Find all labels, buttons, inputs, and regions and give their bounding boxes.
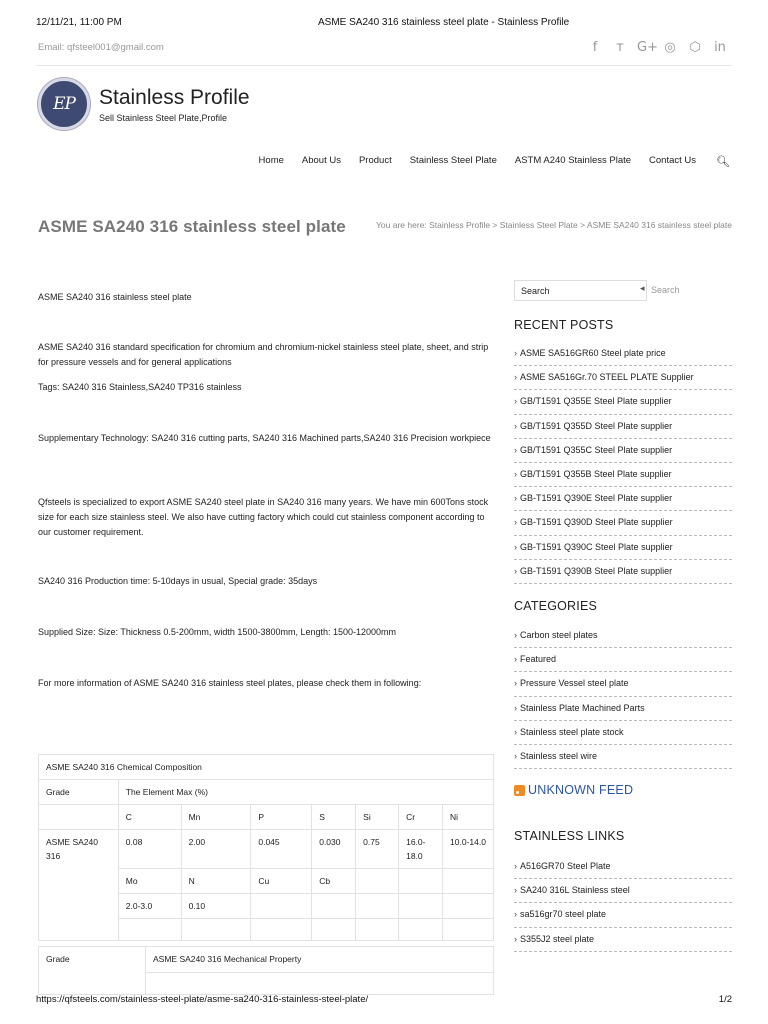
feed-widget-title[interactable]	[514, 783, 633, 797]
chevron-right-icon: ›	[514, 396, 517, 407]
list-item[interactable]	[514, 721, 732, 745]
table-cell: 2.0-3.0	[118, 894, 181, 919]
recent-post-link[interactable]: GB-T1591 Q390B Steel Plate supplier	[520, 565, 673, 576]
instagram-icon[interactable]: ◎	[664, 40, 676, 55]
table-cell: N	[181, 869, 251, 894]
breadcrumb[interactable]: You are here: Stainless Profile > Stainless Steel Plate > ASME SA240 316 stainless steel plate	[376, 220, 732, 230]
chevron-right-icon: ›	[514, 348, 517, 358]
chevron-right-icon: ›	[514, 861, 517, 871]
list-item[interactable]	[514, 648, 732, 672]
table-cell	[146, 973, 494, 995]
chevron-right-icon: ›	[514, 654, 517, 665]
print-footer	[36, 994, 732, 1008]
chevron-right-icon: ›	[514, 933, 517, 944]
categories-list	[514, 624, 732, 769]
table-cell	[356, 919, 399, 941]
list-item[interactable]	[514, 463, 732, 487]
content-paragraph: For more information of ASME SA240 316 stainless steel plates, please check them in following:	[38, 678, 422, 688]
stainless-links-list	[514, 855, 732, 952]
table-cell: 0.08	[118, 830, 181, 869]
list-item[interactable]	[514, 903, 732, 927]
table-cell: ASME SA240 316	[39, 830, 119, 941]
list-item[interactable]	[514, 855, 732, 879]
table-cell: Mo	[118, 869, 181, 894]
google-plus-icon[interactable]: G+	[637, 40, 658, 55]
table-cell: 2.00	[181, 830, 251, 869]
table-cell: 0.10	[181, 894, 251, 919]
list-item[interactable]	[514, 487, 732, 511]
recent-post-link[interactable]: GB/T1591 Q355B Steel Plate supplier	[520, 468, 672, 479]
table-cell	[39, 805, 119, 830]
recent-posts-list	[514, 342, 732, 584]
social-links	[587, 40, 728, 56]
content-paragraph: ASME SA240 316 stainless steel plate	[38, 292, 192, 302]
linkedin-icon[interactable]: in	[714, 40, 726, 55]
stainless-links-title: STAINLESS LINKS	[514, 829, 625, 843]
chevron-right-icon: ›	[514, 702, 517, 713]
chevron-right-icon: ›	[514, 444, 517, 455]
print-page-number: 1/2	[718, 994, 732, 1005]
nav-item-astm-a240[interactable]: ASTM A240 Stainless Plate	[514, 155, 632, 166]
search-button[interactable]: Search	[651, 285, 680, 295]
site-name[interactable]: Stainless Profile	[99, 86, 250, 109]
stainless-link[interactable]: SA240 316L Stainless steel	[520, 885, 630, 896]
table-cell	[118, 919, 181, 941]
chevron-right-icon: ›	[514, 565, 517, 576]
table-cell: Cr	[399, 805, 443, 830]
recent-post-link[interactable]: GB-T1591 Q390E Steel Plate supplier	[520, 493, 673, 504]
table-cell: Mn	[181, 805, 251, 830]
content-paragraph: Qfsteels is specialized to export ASME SA240 steel plate in SA240 316 many years. We have min 600Tons stock size for each size stainless steel. We also have cutting factory which could cut stainless component according to our customer requirement.	[38, 497, 489, 537]
content-paragraph: ASME SA240 316 standard specification for chromium and chromium-nickel stainless steel plate, sheet, and strip for pressure vessels and for general applications	[38, 342, 489, 367]
table-cell: 0.030	[312, 830, 356, 869]
table-header: The Element Max (%)	[118, 780, 493, 805]
table-cell	[251, 919, 312, 941]
logo-text: EP	[53, 94, 75, 114]
content-paragraph: Supplementary Technology: SA240 316 cutting parts, SA240 316 Machined parts,SA240 316 Precision workpiece	[38, 433, 491, 443]
table-cell	[399, 869, 443, 894]
table-cell	[356, 894, 399, 919]
table-cell: 10.0-14.0	[443, 830, 494, 869]
table-cell	[251, 894, 312, 919]
twitter-icon[interactable]: ᴛ	[616, 40, 624, 55]
content-paragraph: SA240 316 Production time: 5-10days in usual, Special grade: 35days	[38, 576, 318, 586]
chevron-right-icon: ›	[514, 517, 517, 528]
nav-item-about-us[interactable]: About Us	[301, 155, 341, 166]
list-item[interactable]	[514, 697, 732, 721]
nav-item-home[interactable]: Home	[258, 155, 284, 166]
list-item[interactable]	[514, 390, 732, 414]
page-title-bar	[36, 214, 732, 240]
recent-posts-title: RECENT POSTS	[514, 318, 614, 332]
chevron-right-icon: ›	[514, 750, 517, 761]
stainless-link[interactable]: A516GR70 Steel Plate	[520, 861, 611, 871]
chevron-right-icon: ›	[514, 541, 517, 552]
table-cell: 0.75	[356, 830, 399, 869]
chevron-right-icon: ›	[514, 493, 517, 504]
list-item[interactable]	[514, 536, 732, 560]
codepen-icon[interactable]: ⬡	[689, 40, 701, 55]
content-tags: Tags: SA240 316 Stainless,SA240 TP316 stainless	[38, 382, 242, 392]
facebook-icon[interactable]: f	[592, 40, 598, 55]
nav-item-stainless-steel-plate[interactable]: Stainless Steel Plate	[409, 155, 497, 166]
list-item[interactable]	[514, 879, 732, 903]
category-link[interactable]: Stainless steel plate stock	[520, 726, 624, 737]
table-cell: P	[251, 805, 312, 830]
list-item[interactable]	[514, 439, 732, 463]
category-link[interactable]: Stainless Plate Machined Parts	[520, 702, 645, 713]
stainless-link[interactable]: S355J2 steel plate	[520, 933, 595, 944]
category-link[interactable]: Pressure Vessel steel plate	[520, 678, 629, 689]
table-cell: Si	[356, 805, 399, 830]
site-logo[interactable]	[38, 78, 90, 130]
table-cell: 16.0-18.0	[399, 830, 443, 869]
chevron-right-icon: ›	[514, 372, 517, 383]
table-header: Grade	[39, 780, 119, 805]
sidebar-search	[514, 280, 732, 302]
site-tagline: Sell Stainless Steel Plate,Profile	[99, 113, 228, 123]
recent-post-link[interactable]: GB/T1591 Q355D Steel Plate supplier	[520, 420, 673, 431]
list-item[interactable]	[514, 745, 732, 769]
caret-left-icon: ◂	[640, 284, 645, 294]
table-cell	[443, 919, 494, 941]
recent-post-link[interactable]: GB-T1591 Q390C Steel Plate supplier	[520, 541, 673, 552]
list-item[interactable]	[514, 511, 732, 535]
print-url: https://qfsteels.com/stainless-steel-plate/asme-sa240-316-stainless-steel-plate/	[36, 994, 369, 1005]
table-cell	[181, 919, 251, 941]
table-cell: Ni	[443, 805, 494, 830]
site-branding[interactable]	[38, 78, 438, 134]
category-link[interactable]: Stainless steel wire	[520, 750, 598, 761]
table-caption: ASME SA240 316 Chemical Composition	[39, 755, 494, 780]
content-paragraph: Supplied Size: Size: Thickness 0.5-200mm, width 1500-3800mm, Length: 1500-12000mm	[38, 627, 397, 637]
table-cell	[312, 919, 356, 941]
list-item[interactable]	[514, 415, 732, 439]
page-title: ASME SA240 316 stainless steel plate	[38, 217, 346, 236]
recent-post-link[interactable]: ASME SA516GR60 Steel plate price	[520, 348, 666, 358]
category-link[interactable]: Carbon steel plates	[520, 630, 598, 640]
table-row	[39, 805, 494, 830]
table-row	[39, 755, 494, 780]
list-item[interactable]	[514, 928, 732, 952]
search-input[interactable]	[514, 280, 647, 301]
table-cell: 0.045	[251, 830, 312, 869]
table-caption: ASME SA240 316 Mechanical Property	[146, 947, 494, 973]
table-cell	[443, 869, 494, 894]
nav-item-product[interactable]: Product	[358, 155, 392, 166]
chevron-right-icon: ›	[514, 885, 517, 896]
table-cell	[399, 894, 443, 919]
table-cell: S	[312, 805, 356, 830]
table-row	[39, 830, 494, 869]
table-row	[39, 947, 494, 973]
stainless-link[interactable]: sa516gr70 steel plate	[520, 909, 607, 920]
table-header: Grade	[39, 947, 146, 995]
print-header	[36, 17, 732, 31]
table-row	[39, 780, 494, 805]
list-item[interactable]	[514, 560, 732, 584]
table-cell	[443, 894, 494, 919]
mechanical-property-table	[38, 946, 494, 995]
list-item[interactable]	[514, 342, 732, 366]
list-item[interactable]	[514, 672, 732, 696]
rss-icon[interactable]	[514, 785, 525, 796]
print-datetime: 12/11/21, 11:00 PM	[36, 17, 122, 28]
list-item[interactable]	[514, 366, 732, 390]
table-cell	[399, 919, 443, 941]
list-item[interactable]	[514, 624, 732, 648]
recent-post-link[interactable]: GB/T1591 Q355C Steel Plate supplier	[520, 444, 673, 455]
chevron-right-icon: ›	[514, 678, 517, 689]
chevron-right-icon: ›	[514, 726, 517, 737]
main-nav	[241, 155, 730, 168]
search-icon[interactable]: 🔍︎	[716, 155, 730, 168]
chevron-right-icon: ›	[514, 630, 517, 640]
recent-post-link[interactable]: GB-T1591 Q390D Steel Plate supplier	[520, 517, 673, 528]
print-page-title: ASME SA240 316 stainless steel plate - Stainless Profile	[318, 17, 570, 28]
chevron-right-icon: ›	[514, 909, 517, 920]
recent-post-link[interactable]: ASME SA516Gr.70 STEEL PLATE Supplier	[520, 372, 694, 383]
chevron-right-icon: ›	[514, 420, 517, 431]
category-link[interactable]: Featured	[520, 654, 557, 665]
nav-item-contact-us[interactable]: Contact Us	[649, 155, 697, 166]
top-bar	[36, 40, 732, 66]
feed-title[interactable]: UNKNOWN FEED	[528, 783, 634, 797]
contact-email[interactable]: Email: qfsteel001@gmail.com	[38, 42, 164, 53]
table-cell	[312, 894, 356, 919]
table-cell: Cb	[312, 869, 356, 894]
chevron-right-icon: ›	[514, 468, 517, 479]
categories-title: CATEGORIES	[514, 599, 598, 613]
table-cell: C	[118, 805, 181, 830]
recent-post-link[interactable]: GB/T1591 Q355E Steel Plate supplier	[520, 396, 672, 407]
table-cell: Cu	[251, 869, 312, 894]
table-cell	[356, 869, 399, 894]
chemical-composition-table	[38, 754, 494, 941]
